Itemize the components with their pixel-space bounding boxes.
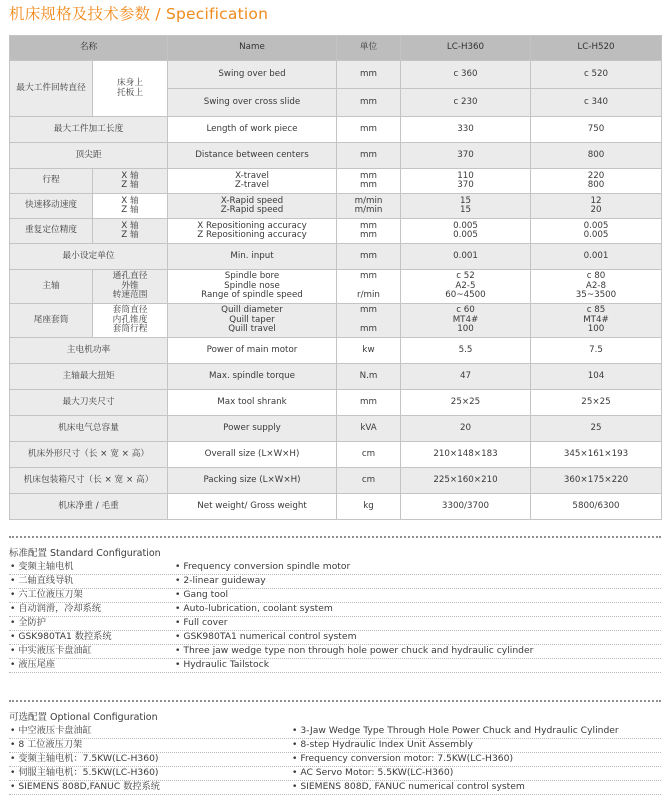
row-name-cn: 主轴 xyxy=(10,270,93,304)
en-line: Quill diameter xyxy=(221,305,283,316)
value-line: c 60 xyxy=(456,305,475,316)
spec-table xyxy=(9,35,662,520)
sub-label: 通孔直径 xyxy=(112,271,148,282)
row-name-cn: 主电机功率 xyxy=(10,338,168,364)
sub-label: 转速范围 xyxy=(112,290,148,301)
item-en: • Full cover xyxy=(175,617,228,628)
row-name-en xyxy=(168,219,337,244)
row-name-en: Power supply xyxy=(168,416,337,442)
row-value-1 xyxy=(401,219,531,244)
unit-line: mm xyxy=(360,230,377,240)
row-unit: kw xyxy=(337,338,401,364)
row-value-1 xyxy=(401,304,531,338)
page-title: 机床规格及技术参数 / Specification xyxy=(9,5,269,23)
row-value-1 xyxy=(401,270,531,304)
row-value-2: 104 xyxy=(531,364,662,390)
row-name-cn: 最大刀夹尺寸 xyxy=(10,390,168,416)
item-en: • AC Servo Motor: 5.5KW(LC-H360) xyxy=(292,767,454,778)
table-header xyxy=(10,36,662,61)
value-line: c 80 xyxy=(586,271,606,282)
row-unit: cm xyxy=(337,468,401,494)
row-value-1: 47 xyxy=(401,364,531,390)
row-unit: mm xyxy=(337,390,401,416)
sub-label: 内孔锥度 xyxy=(112,314,148,325)
item-cn: • 伺服主轴电机：5.5KW(LC-H360) xyxy=(10,767,159,778)
en-line: Spindle bore xyxy=(224,271,280,282)
item-cn: • 8 工位液压刀架 xyxy=(10,739,83,750)
row-name-en xyxy=(168,169,337,194)
row-value-2: 360×175×220 xyxy=(531,468,662,494)
row-unit: mm xyxy=(337,143,401,169)
header-model-2: LC-H520 xyxy=(531,36,662,61)
table-row xyxy=(10,143,662,169)
row-sub-labels xyxy=(93,169,168,194)
header-name-cn: 名称 xyxy=(10,36,168,61)
item-en: • 8-step Hydraulic Index Unit Assembly xyxy=(292,739,473,750)
table-row xyxy=(10,364,662,390)
row-value-1 xyxy=(401,169,531,194)
en-line: X-Rapid speed xyxy=(220,195,284,206)
row-value-2: 25 xyxy=(531,416,662,442)
value-line: 0.005 xyxy=(453,230,478,240)
en-line: X-travel xyxy=(235,170,269,181)
row-sub-labels xyxy=(93,270,168,304)
item-en: • Gang tool xyxy=(175,589,229,600)
row-name-en: Min. input xyxy=(168,244,337,270)
standard-config-title: 标准配置 Standard Configuration xyxy=(9,548,161,559)
row-name-en: Swing over cross slide xyxy=(168,89,337,117)
en-line: Spindle nose xyxy=(224,280,280,291)
row-value-1: c 360 xyxy=(401,61,531,89)
unit-line: r/min xyxy=(357,290,380,301)
row-value-2: 0.001 xyxy=(531,244,662,270)
sub-label: X 轴 xyxy=(121,220,139,231)
value-line: 60~4500 xyxy=(445,290,486,301)
row-name-en xyxy=(168,270,337,304)
value-line: 370 xyxy=(457,180,474,190)
value-line: 0.005 xyxy=(583,220,609,231)
row-unit xyxy=(337,169,401,194)
list-item xyxy=(9,574,661,589)
item-en: • Auto-lubrication, coolant system xyxy=(175,603,333,614)
value-line: 110 xyxy=(457,170,474,181)
row-value-1: 25×25 xyxy=(401,390,531,416)
row-value-1: 370 xyxy=(401,143,531,169)
item-cn: • 中实液压卡盘油缸 xyxy=(10,645,92,656)
en-line: Quill travel xyxy=(228,324,276,335)
value-line: 20 xyxy=(590,205,602,215)
sub-label: 套筒行程 xyxy=(112,324,148,335)
item-en: • Three jaw wedge type non through hole power chuck and hydraulic cylinder xyxy=(175,645,534,656)
list-item xyxy=(9,630,661,645)
table-row xyxy=(10,219,662,244)
item-cn: • 全防护 xyxy=(10,617,46,628)
row-sub-labels xyxy=(93,61,168,117)
row-value-1: 225×160×210 xyxy=(401,468,531,494)
value-line: 800 xyxy=(587,180,605,190)
value-line: A2-8 xyxy=(585,280,607,291)
row-unit: mm xyxy=(337,89,401,117)
sub-label: 套筒直径 xyxy=(112,305,148,316)
row-name-cn: 快速移动速度 xyxy=(10,194,93,219)
row-value-1: 3300/3700 xyxy=(401,494,531,520)
item-en: • GSK980TA1 numerical control system xyxy=(175,631,357,642)
row-value-2: 7.5 xyxy=(531,338,662,364)
row-name-en: Power of main motor xyxy=(168,338,337,364)
item-en: • 3-Jaw Wedge Type Through Hole Power Chuck and Hydraulic Cylinder xyxy=(292,725,619,736)
row-value-2: 750 xyxy=(531,117,662,143)
row-name-en xyxy=(168,304,337,338)
item-cn: • 中空液压卡盘油缸 xyxy=(10,725,92,736)
optional-config-title: 可选配置 Optional Configuration xyxy=(9,712,158,723)
unit-line: m/min xyxy=(354,195,383,206)
table-row xyxy=(10,194,662,219)
row-unit: mm xyxy=(337,61,401,89)
row-name-en: Net weight/ Gross weight xyxy=(168,494,337,520)
sub-label: Z 轴 xyxy=(121,205,139,215)
unit-line: m/min xyxy=(354,205,383,215)
sub-label: X 轴 xyxy=(121,195,139,206)
row-name-en: Max tool shrank xyxy=(168,390,337,416)
table-row xyxy=(10,338,662,364)
value-line: 220 xyxy=(587,170,605,181)
value-line: MT4# xyxy=(583,314,609,325)
value-line: 0.005 xyxy=(583,230,609,240)
row-name-en: Packing size (L×W×H) xyxy=(168,468,337,494)
row-name-cn: 最大工件加工长度 xyxy=(10,117,168,143)
value-line: 35~3500 xyxy=(575,290,617,301)
unit-line: mm xyxy=(360,305,377,316)
row-value-2: c 340 xyxy=(531,89,662,117)
row-sub-labels xyxy=(93,219,168,244)
table-row xyxy=(10,494,662,520)
row-value-1: c 230 xyxy=(401,89,531,117)
value-line: 15 xyxy=(459,195,472,206)
row-name-cn: 重复定位精度 xyxy=(10,219,93,244)
sub-label: X 轴 xyxy=(121,170,139,181)
row-unit: mm xyxy=(337,117,401,143)
row-value-2: 25×25 xyxy=(531,390,662,416)
item-en: • Frequency conversion spindle motor xyxy=(175,561,351,572)
row-value-2: 345×161×193 xyxy=(531,442,662,468)
row-value-2 xyxy=(531,270,662,304)
item-cn: • 二轴直线导轨 xyxy=(10,575,74,586)
table-row xyxy=(10,304,662,338)
list-item xyxy=(9,602,661,617)
row-value-2: 5800/6300 xyxy=(531,494,662,520)
value-line: 0.005 xyxy=(453,220,478,231)
value-line: 15 xyxy=(459,205,472,215)
sub-label: 外锥 xyxy=(121,280,139,291)
table-row xyxy=(10,244,662,270)
list-item xyxy=(9,766,661,781)
row-sub-labels xyxy=(93,304,168,338)
list-item xyxy=(9,644,661,659)
sub-label: 床身上 xyxy=(116,78,144,88)
en-line: Z Repositioning accuracy xyxy=(197,230,307,240)
table-row xyxy=(10,390,662,416)
row-value-1: 210×148×183 xyxy=(401,442,531,468)
header-unit: 单位 xyxy=(337,36,401,61)
row-unit xyxy=(337,270,401,304)
row-unit: mm xyxy=(337,244,401,270)
en-line: X Repositioning accuracy xyxy=(197,220,307,231)
header-model-1: LC-H360 xyxy=(401,36,531,61)
sub-label: Z 轴 xyxy=(121,180,139,190)
row-name-en: Distance between centers xyxy=(168,143,337,169)
item-en: • 2-linear guideway xyxy=(175,575,266,586)
row-name-cn: 机床包装箱尺寸（长 × 宽 × 高） xyxy=(10,468,168,494)
en-line: Z-Rapid speed xyxy=(220,205,284,215)
en-line: Quill taper xyxy=(229,314,275,325)
row-value-2: c 520 xyxy=(531,61,662,89)
row-value-1: 20 xyxy=(401,416,531,442)
table-row xyxy=(10,270,662,304)
table-row xyxy=(10,416,662,442)
table-row xyxy=(10,61,662,89)
row-name-en: Swing over bed xyxy=(168,61,337,89)
row-value-2: 800 xyxy=(531,143,662,169)
row-unit: kVA xyxy=(337,416,401,442)
list-item xyxy=(9,738,661,753)
row-unit xyxy=(337,219,401,244)
value-line: A2-5 xyxy=(455,280,476,291)
list-item xyxy=(9,658,661,673)
row-name-en: Length of work piece xyxy=(168,117,337,143)
value-line: c 52 xyxy=(456,271,475,282)
row-unit xyxy=(337,194,401,219)
unit-line: mm xyxy=(360,324,377,335)
item-cn: • 自动润滑，冷却系统 xyxy=(10,603,102,614)
value-line: c 85 xyxy=(586,305,606,316)
row-value-1: 330 xyxy=(401,117,531,143)
item-cn: • SIEMENS 808D,FANUC 数控系统 xyxy=(10,781,160,792)
value-line: 100 xyxy=(457,324,474,335)
list-item xyxy=(9,752,661,767)
value-line: 12 xyxy=(590,195,602,206)
sub-label: Z 轴 xyxy=(121,230,139,240)
item-en: • SIEMENS 808D, FANUC numerical control system xyxy=(292,781,525,792)
table-row xyxy=(10,117,662,143)
value-line: MT4# xyxy=(452,314,479,325)
unit-line: mm xyxy=(360,170,377,181)
row-name-cn: 机床净重 / 毛重 xyxy=(10,494,168,520)
row-value-2 xyxy=(531,194,662,219)
row-name-cn: 最大工件回转直径 xyxy=(10,61,93,117)
list-item xyxy=(9,724,661,739)
unit-line: mm xyxy=(360,271,377,282)
row-sub-labels xyxy=(93,194,168,219)
row-name-en xyxy=(168,194,337,219)
row-name-cn: 最小设定单位 xyxy=(10,244,168,270)
row-name-cn: 机床外形尺寸（长 × 宽 × 高） xyxy=(10,442,168,468)
unit-line: mm xyxy=(360,180,377,190)
sub-label: 托板上 xyxy=(116,87,144,98)
list-item xyxy=(9,780,661,795)
item-cn: • GSK980TA1 数控系统 xyxy=(10,631,112,642)
row-unit xyxy=(337,304,401,338)
row-name-cn: 主轴最大扭矩 xyxy=(10,364,168,390)
row-unit: kg xyxy=(337,494,401,520)
row-value-2 xyxy=(531,219,662,244)
section-divider xyxy=(9,536,661,538)
item-en: • Frequency conversion motor: 7.5KW(LC-H360) xyxy=(292,753,514,764)
unit-line: mm xyxy=(360,220,377,231)
item-cn: • 变频主轴电机 xyxy=(10,561,74,572)
row-unit: N.m xyxy=(337,364,401,390)
item-cn: • 液压尾座 xyxy=(10,659,56,670)
en-line: Z-travel xyxy=(234,180,270,190)
row-name-en: Overall size (L×W×H) xyxy=(168,442,337,468)
row-name-cn: 行程 xyxy=(10,169,93,194)
row-value-1 xyxy=(401,194,531,219)
value-line: 100 xyxy=(587,324,605,335)
list-item xyxy=(9,560,661,575)
table-row xyxy=(10,442,662,468)
table-row xyxy=(10,468,662,494)
section-divider xyxy=(9,700,661,702)
list-item xyxy=(9,588,661,603)
header-name-en: Name xyxy=(168,36,337,61)
item-en: • Hydraulic Tailstock xyxy=(175,659,270,670)
row-name-cn: 尾座套筒 xyxy=(10,304,93,338)
row-value-2 xyxy=(531,304,662,338)
row-unit: cm xyxy=(337,442,401,468)
row-value-2 xyxy=(531,169,662,194)
item-cn: • 六工位液压刀架 xyxy=(10,589,83,600)
row-value-1: 0.001 xyxy=(401,244,531,270)
row-name-en: Max. spindle torque xyxy=(168,364,337,390)
row-value-1: 5.5 xyxy=(401,338,531,364)
item-cn: • 变频主轴电机：7.5KW(LC-H360) xyxy=(10,753,159,764)
list-item xyxy=(9,616,661,631)
table-row xyxy=(10,169,662,194)
row-name-cn: 机床电气总容量 xyxy=(10,416,168,442)
row-name-cn: 顶尖距 xyxy=(10,143,168,169)
en-line: Range of spindle speed xyxy=(201,290,303,301)
